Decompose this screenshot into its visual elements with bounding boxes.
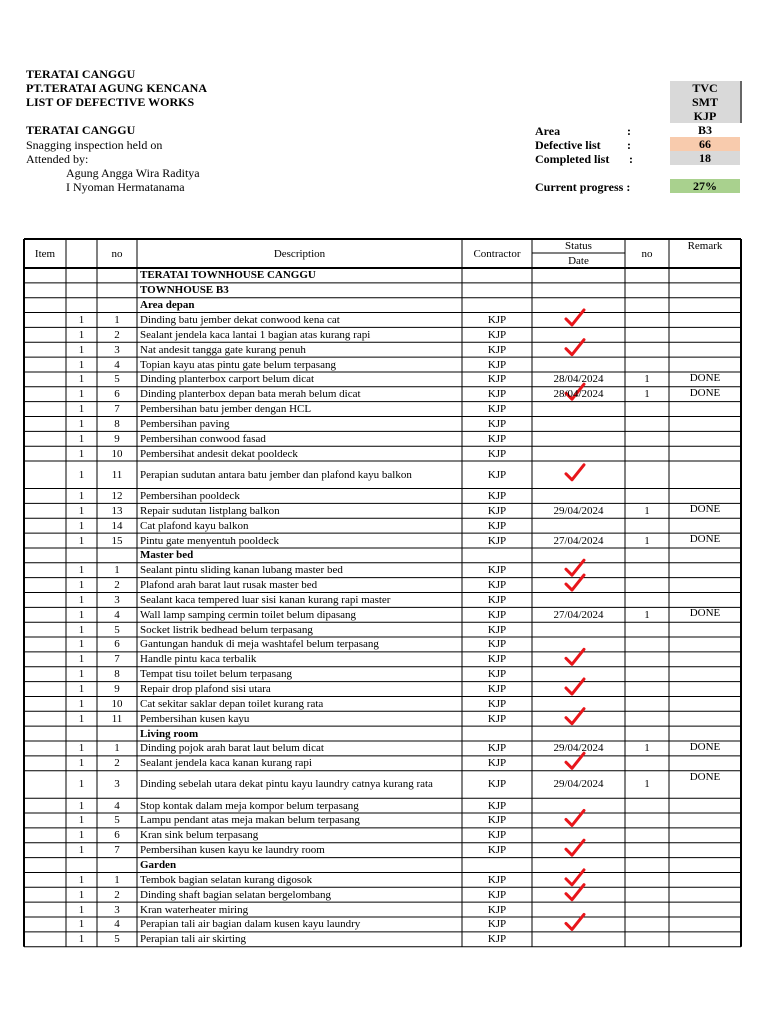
description-cell: Repair sudutan listplang balkon xyxy=(140,504,280,517)
description-cell: Plafond arah barat laut rusak master bed xyxy=(140,579,318,592)
item-cell: 1 xyxy=(78,504,85,517)
description-cell: Dinding planterbox depan bata merah belum dicat xyxy=(140,388,361,401)
remark-cell: DONE xyxy=(689,503,721,516)
item-cell: 1 xyxy=(78,903,85,916)
number-cell: 4 xyxy=(114,358,120,371)
contractor-cell: KJP xyxy=(487,579,507,592)
item-cell: 1 xyxy=(78,799,85,812)
contractor-cell: KJP xyxy=(487,742,507,755)
item-cell: 1 xyxy=(78,933,85,946)
number-cell: 5 xyxy=(114,623,120,636)
contractor-cell: KJP xyxy=(487,933,507,946)
number-cell: 4 xyxy=(114,799,120,812)
number-cell: 6 xyxy=(114,638,120,651)
contractor-cell: KJP xyxy=(487,373,507,386)
date-cell: 29/04/2024 xyxy=(553,778,604,791)
item-cell: 1 xyxy=(78,683,85,696)
item-cell: 1 xyxy=(78,844,85,857)
contractor-cell: KJP xyxy=(487,844,507,857)
date-cell: 29/04/2024 xyxy=(553,504,604,517)
description-cell: Dinding pojok arah barat laut belum dicat xyxy=(140,742,324,755)
contractor-cell: KJP xyxy=(487,814,507,827)
item-cell: 1 xyxy=(78,608,85,621)
item-cell: 1 xyxy=(78,593,85,606)
number-cell: 13 xyxy=(111,504,123,517)
company-name: PT.TERATAI AGUNG KENCANA xyxy=(26,81,208,95)
contractor-cell: KJP xyxy=(487,519,507,532)
number-cell: 2 xyxy=(114,579,120,592)
contractor-cell: KJP xyxy=(487,799,507,812)
header-remark: Remark xyxy=(687,240,723,252)
description-cell: Cat plafond kayu balkon xyxy=(140,519,249,532)
item-cell: 1 xyxy=(78,918,85,931)
header-no-2: no xyxy=(641,247,653,260)
description-cell: Lampu pendant atas meja makan belum terpasang xyxy=(140,814,360,827)
item-cell: 1 xyxy=(78,403,85,416)
description-cell: Dinding planterbox carport belum dicat xyxy=(140,373,315,386)
number-cell: 6 xyxy=(114,829,120,842)
contractor-cell: KJP xyxy=(487,608,507,621)
item-cell: 1 xyxy=(78,873,85,886)
number-cell: 9 xyxy=(114,683,120,696)
number-cell: 5 xyxy=(114,814,120,827)
section-heading: Garden xyxy=(140,859,177,872)
description-cell: Pembersihan batu jember dengan HCL xyxy=(140,403,312,416)
item-cell: 1 xyxy=(78,623,85,636)
number-cell: 7 xyxy=(114,844,120,857)
contractor-cell: KJP xyxy=(487,683,507,696)
contractor-cell: KJP xyxy=(487,403,507,416)
remark-cell: DONE xyxy=(689,770,721,783)
company-title: TERATAI CANGGU xyxy=(26,67,136,81)
completed-count: 18 xyxy=(670,151,740,165)
description-cell: Stop kontak dalam meja kompor belum terpasang xyxy=(140,799,359,812)
number-cell: 9 xyxy=(114,432,120,445)
progress-label: Current progress : xyxy=(535,180,631,194)
attendee-name: Agung Angga Wira Raditya xyxy=(66,166,200,180)
item-cell: 1 xyxy=(78,712,85,725)
description-cell: Pembersihan paving xyxy=(140,417,230,430)
area-label: Area xyxy=(535,124,561,138)
colon: : xyxy=(629,152,633,166)
date-cell: 29/04/2024 xyxy=(553,742,604,755)
contractor-cell: KJP xyxy=(487,757,507,770)
description-cell: Perapian sudutan antara batu jember dan plafond kayu balkon xyxy=(140,468,412,481)
item-cell: 1 xyxy=(78,742,85,755)
colon: : xyxy=(627,124,631,138)
defective-count: 66 xyxy=(670,137,740,151)
description-cell: Sealant kaca tempered luar sisi kanan kurang rapi master xyxy=(140,593,391,606)
description-cell: Sealant pintu sliding kanan lubang master bed xyxy=(140,564,343,577)
contractor-cell: KJP xyxy=(487,697,507,710)
description-cell: Pintu gate menyentuh pooldeck xyxy=(140,534,279,547)
item-cell: 1 xyxy=(78,313,85,326)
attendee-name: I Nyoman Hermatanama xyxy=(66,180,185,194)
number-cell: 4 xyxy=(114,918,120,931)
contractor-cell: KJP xyxy=(487,712,507,725)
number-cell: 1 xyxy=(114,313,120,326)
completed-no-cell: 1 xyxy=(644,742,650,755)
contractor-cell: KJP xyxy=(487,447,507,460)
description-cell: Kran sink belum terpasang xyxy=(140,829,259,842)
description-cell: Topian kayu atas pintu gate belum terpasang xyxy=(140,358,336,371)
contractor-cell: KJP xyxy=(487,593,507,606)
contractor-cell: KJP xyxy=(487,328,507,341)
contractor-cell: KJP xyxy=(487,653,507,666)
item-cell: 1 xyxy=(78,417,85,430)
checkmark-icon xyxy=(566,465,584,480)
header-date: Date xyxy=(568,254,589,267)
number-cell: 12 xyxy=(111,489,123,502)
contractor-cell: KJP xyxy=(487,417,507,430)
item-cell: 1 xyxy=(78,447,85,460)
number-cell: 3 xyxy=(114,593,120,606)
completed-label: Completed list xyxy=(535,152,610,166)
item-cell: 1 xyxy=(78,534,85,547)
description-cell: Gantungan handuk di meja washtafel belum terpasang xyxy=(140,638,379,651)
contractor-cell: KJP xyxy=(487,358,507,371)
item-cell: 1 xyxy=(78,564,85,577)
completed-no-cell: 1 xyxy=(644,608,650,621)
date-cell: 28/04/2024 xyxy=(553,373,604,386)
number-cell: 3 xyxy=(114,903,120,916)
number-cell: 8 xyxy=(114,417,120,430)
description-cell: Kran waterheater miring xyxy=(140,903,249,916)
number-cell: 6 xyxy=(114,388,120,401)
description-cell: Pembersihan kusen kayu ke laundry room xyxy=(140,844,325,857)
item-cell: 1 xyxy=(78,888,85,901)
item-cell: 1 xyxy=(78,373,85,386)
item-cell: 1 xyxy=(78,519,85,532)
completed-no-cell: 1 xyxy=(644,778,650,791)
code-kjp: KJP xyxy=(693,109,717,123)
number-cell: 5 xyxy=(114,933,120,946)
number-cell: 8 xyxy=(114,668,120,681)
description-cell: Sealant jendela kaca kanan kurang rapi xyxy=(140,757,312,770)
contractor-cell: KJP xyxy=(487,343,507,356)
description-cell: Socket listrik bedhead belum terpasang xyxy=(140,623,313,636)
description-cell: Dinding shaft bagian selatan bergelombang xyxy=(140,888,332,901)
number-cell: 4 xyxy=(114,608,120,621)
description-cell: Perapian tali air bagian dalam kusen kayu laundry xyxy=(140,918,361,931)
item-cell: 1 xyxy=(78,489,85,502)
section-heading: Living room xyxy=(140,727,199,740)
number-cell: 2 xyxy=(114,757,120,770)
number-cell: 11 xyxy=(111,468,123,481)
defective-label: Defective list xyxy=(535,138,601,152)
item-cell: 1 xyxy=(78,579,85,592)
contractor-cell: KJP xyxy=(487,313,507,326)
item-cell: 1 xyxy=(78,358,85,371)
description-cell: Wall lamp samping cermin toilet belum dipasang xyxy=(140,608,357,621)
item-cell: 1 xyxy=(78,432,85,445)
description-cell: Dinding sebelah utara dekat pintu kayu laundry catnya kurang rata xyxy=(140,778,433,791)
header-no: no xyxy=(111,247,123,260)
item-cell: 1 xyxy=(78,388,85,401)
number-cell: 15 xyxy=(111,534,123,547)
description-cell: Handle pintu kaca terbalik xyxy=(140,653,257,666)
item-cell: 1 xyxy=(78,328,85,341)
item-cell: 1 xyxy=(78,638,85,651)
remark-cell: DONE xyxy=(689,741,721,753)
description-cell: Tembok bagian selatan kurang digosok xyxy=(140,873,313,886)
number-cell: 7 xyxy=(114,653,120,666)
contractor-cell: KJP xyxy=(487,534,507,547)
number-cell: 7 xyxy=(114,403,120,416)
date-cell: 28/04/2024 xyxy=(553,388,604,401)
header-contractor: Contractor xyxy=(473,247,521,260)
remark-cell: DONE xyxy=(689,371,721,384)
contractor-cell: KJP xyxy=(487,638,507,651)
completed-no-cell: 1 xyxy=(644,373,650,386)
description-cell: Pembersihan pooldeck xyxy=(140,489,240,502)
description-cell: Cat sekitar saklar depan toilet kurang rata xyxy=(140,697,324,710)
completed-no-cell: 1 xyxy=(644,388,650,401)
number-cell: 14 xyxy=(111,519,123,532)
date-cell: 27/04/2024 xyxy=(553,534,604,547)
date-cell: 27/04/2024 xyxy=(553,608,604,621)
code-tvc: TVC xyxy=(692,81,718,95)
contractor-cell: KJP xyxy=(487,903,507,916)
project-name: TERATAI CANGGU xyxy=(26,123,136,137)
header-status: Status xyxy=(565,240,592,252)
contractor-cell: KJP xyxy=(487,504,507,517)
number-cell: 10 xyxy=(111,447,123,460)
item-cell: 1 xyxy=(78,343,85,356)
contractor-cell: KJP xyxy=(487,468,507,481)
area-value: B3 xyxy=(697,123,712,137)
number-cell: 2 xyxy=(114,888,120,901)
description-cell: Repair drop plafond sisi utara xyxy=(140,683,271,696)
progress-value: 27% xyxy=(670,179,740,193)
contractor-cell: KJP xyxy=(487,778,507,791)
item-cell: 1 xyxy=(78,829,85,842)
contractor-cell: KJP xyxy=(487,873,507,886)
contractor-cell: KJP xyxy=(487,918,507,931)
description-cell: Pembersihan conwood fasad xyxy=(140,432,266,445)
description-cell: Perapian tali air skirting xyxy=(140,933,246,946)
item-cell: 1 xyxy=(78,653,85,666)
section-heading: Area depan xyxy=(140,299,195,312)
contractor-cell: KJP xyxy=(487,432,507,445)
item-cell: 1 xyxy=(78,468,85,481)
inspection-note: Snagging inspection held on xyxy=(26,138,163,152)
number-cell: 5 xyxy=(114,373,120,386)
description-cell: Tempat tisu toilet belum terpasang xyxy=(140,668,292,681)
description-cell: Dinding batu jember dekat conwood kena cat xyxy=(140,313,340,326)
section-heading: TERATAI TOWNHOUSE CANGGU xyxy=(140,269,316,282)
contractor-cell: KJP xyxy=(487,668,507,681)
number-cell: 1 xyxy=(114,873,120,886)
section-heading: TOWNHOUSE B3 xyxy=(140,284,229,297)
remark-cell: DONE xyxy=(689,607,721,620)
description-cell: Nat andesit tangga gate kurang penuh xyxy=(140,343,306,356)
contractor-cell: KJP xyxy=(487,829,507,842)
number-cell: 1 xyxy=(114,742,120,755)
item-cell: 1 xyxy=(78,668,85,681)
number-cell: 1 xyxy=(114,564,120,577)
contractor-cell: KJP xyxy=(487,489,507,502)
number-cell: 11 xyxy=(111,712,123,725)
header-item: Item xyxy=(34,247,56,260)
code-smt: SMT xyxy=(691,95,718,109)
document-title: LIST OF DEFECTIVE WORKS xyxy=(26,95,195,109)
contractor-cell: KJP xyxy=(487,623,507,636)
contractor-cell: KJP xyxy=(487,564,507,577)
number-cell: 3 xyxy=(114,343,120,356)
contractor-cell: KJP xyxy=(487,888,507,901)
item-cell: 1 xyxy=(78,778,85,791)
description-cell: Pembersihat andesit dekat pooldeck xyxy=(140,447,298,460)
completed-no-cell: 1 xyxy=(644,534,650,547)
item-cell: 1 xyxy=(78,757,85,770)
item-cell: 1 xyxy=(78,697,85,710)
remark-cell: DONE xyxy=(689,386,721,399)
number-cell: 10 xyxy=(111,697,123,710)
colon: : xyxy=(627,138,631,152)
number-cell: 2 xyxy=(114,328,120,341)
header-description: Description xyxy=(273,247,326,260)
description-cell: Pembersihan kusen kayu xyxy=(140,712,250,725)
remark-cell: DONE xyxy=(689,533,721,546)
attended-label: Attended by: xyxy=(26,152,89,166)
section-heading: Master bed xyxy=(140,549,194,562)
contractor-cell: KJP xyxy=(487,388,507,401)
item-cell: 1 xyxy=(78,814,85,827)
description-cell: Sealant jendela kaca lantai 1 bagian atas kurang rapi xyxy=(140,328,371,341)
completed-no-cell: 1 xyxy=(644,504,650,517)
number-cell: 3 xyxy=(114,778,120,791)
